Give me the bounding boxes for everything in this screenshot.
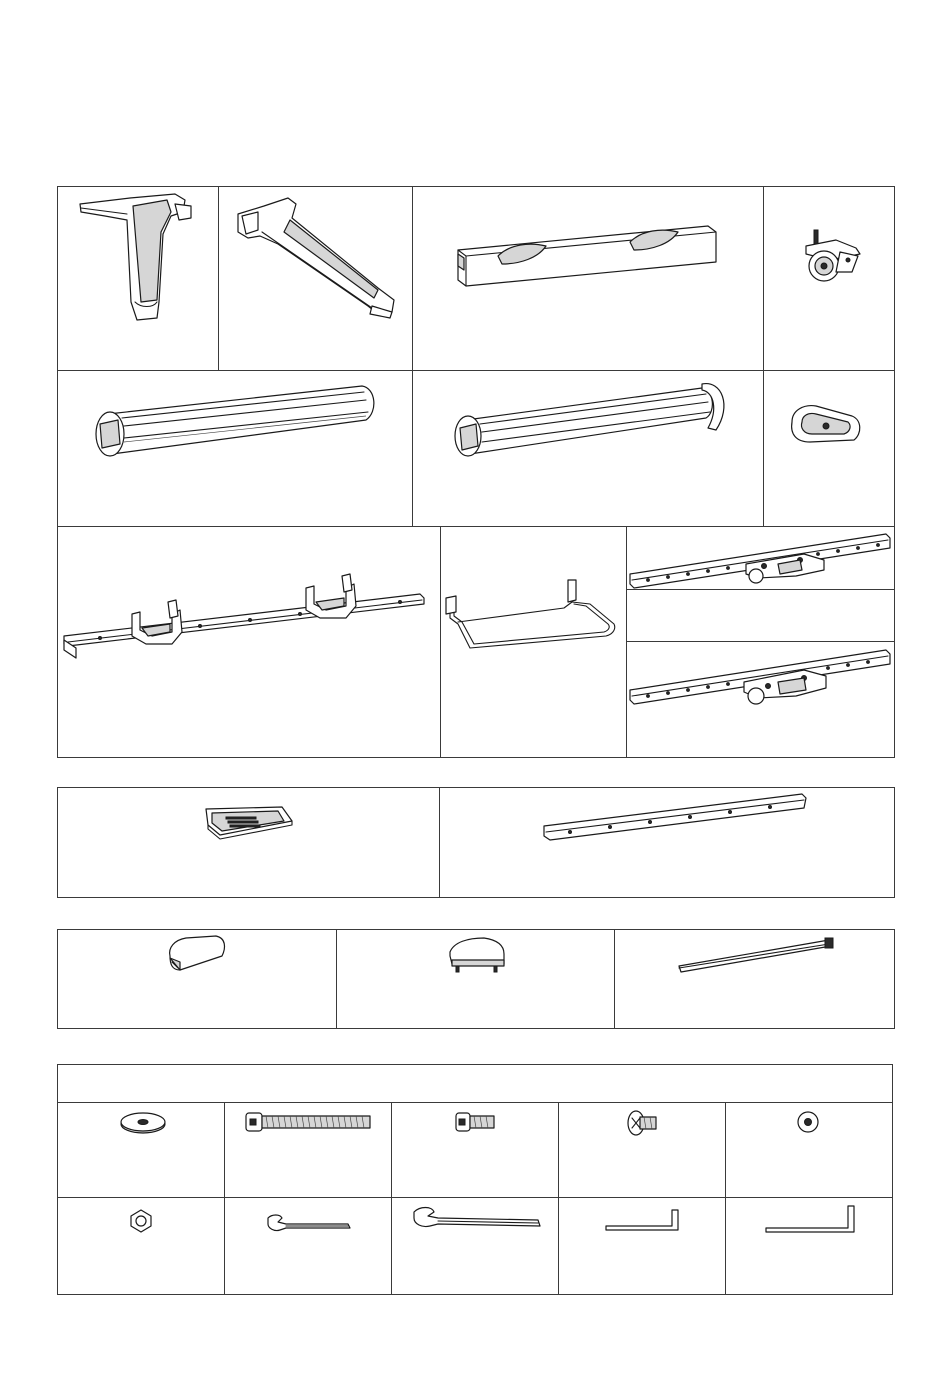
divider bbox=[57, 1197, 893, 1198]
rod-icon bbox=[675, 936, 835, 976]
rail-arm-icon bbox=[628, 646, 892, 708]
divider bbox=[763, 186, 764, 526]
divider bbox=[626, 641, 895, 642]
short-bolt-icon bbox=[454, 1110, 498, 1136]
divider bbox=[558, 1102, 559, 1295]
divider bbox=[336, 929, 337, 1029]
divider bbox=[57, 370, 895, 371]
rail-clamp-icon bbox=[60, 574, 432, 664]
angle-bar-icon bbox=[540, 792, 810, 844]
divider bbox=[391, 1102, 392, 1295]
bracket-icon bbox=[786, 400, 866, 446]
allen-key-icon bbox=[604, 1208, 682, 1232]
long-bolt-icon bbox=[244, 1110, 374, 1136]
divider bbox=[725, 1102, 726, 1295]
flat-screw-icon bbox=[624, 1108, 660, 1138]
caster-icon bbox=[800, 226, 866, 288]
large-wrench-icon bbox=[410, 1206, 544, 1234]
washer-icon bbox=[118, 1110, 168, 1136]
divider bbox=[57, 1102, 893, 1103]
divider bbox=[440, 526, 441, 757]
tray-icon bbox=[200, 805, 296, 839]
corner-cap-icon bbox=[444, 934, 510, 974]
divider bbox=[218, 186, 219, 370]
divider bbox=[224, 1102, 225, 1295]
divider bbox=[439, 787, 440, 898]
divider bbox=[614, 929, 615, 1029]
tube-cap-icon bbox=[450, 376, 735, 474]
divider bbox=[626, 589, 895, 590]
tube-icon bbox=[90, 382, 380, 474]
u-frame-icon bbox=[444, 578, 624, 658]
nut-icon bbox=[128, 1208, 154, 1234]
divider bbox=[57, 526, 895, 527]
leg-column-icon bbox=[75, 190, 200, 325]
side-leg-icon bbox=[232, 192, 402, 322]
barrel-nut-icon bbox=[796, 1110, 820, 1134]
divider bbox=[412, 186, 413, 526]
small-wrench-icon bbox=[264, 1212, 354, 1236]
rail-arm-icon bbox=[628, 530, 892, 586]
hardware-header bbox=[57, 1064, 893, 1102]
allen-key-icon bbox=[764, 1204, 860, 1234]
end-cap-icon bbox=[164, 934, 228, 976]
flat-beam-icon bbox=[450, 212, 725, 292]
